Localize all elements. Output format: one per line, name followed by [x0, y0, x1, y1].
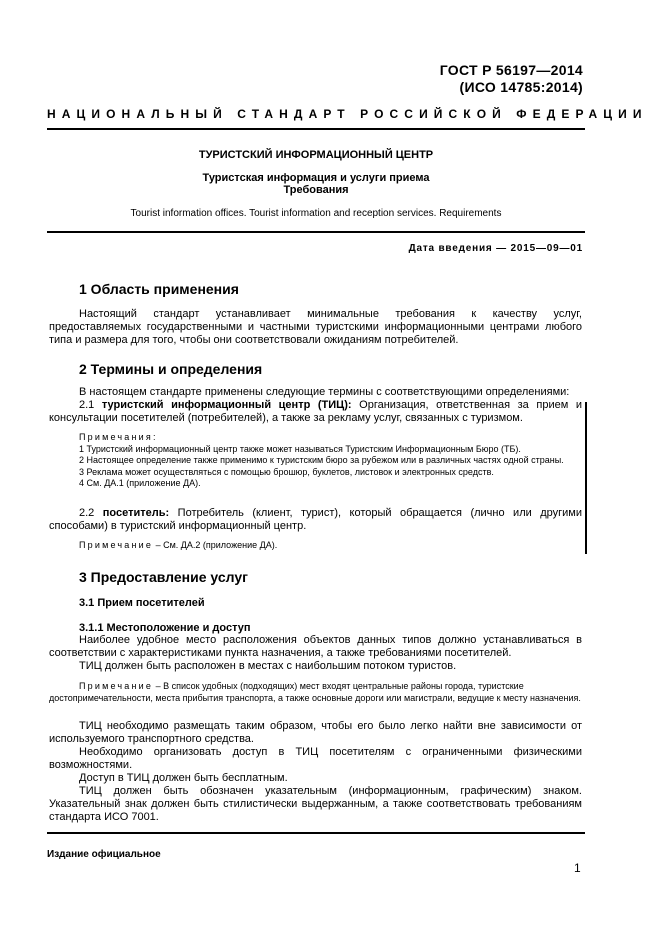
notes-label: Примечания:	[79, 432, 158, 442]
page-number: 1	[574, 861, 581, 875]
section-heading-2: 2 Термины и определения	[79, 361, 263, 377]
english-title: Tourist information offices. Tourist information and reception services. Requirements	[130, 208, 502, 219]
note-item: 1 Туристский информационный центр также может называться Туристским Информационным Бюро (ТБ).	[79, 443, 521, 454]
section-3-paragraphs-b	[49, 720, 582, 824]
note-3-1-1	[49, 681, 582, 704]
note-item: 4 См. ДА.1 (приложение ДА).	[79, 478, 201, 488]
term-definition	[49, 399, 582, 425]
paragraph: Доступ в ТИЦ должен быть бесплатным.	[79, 772, 288, 784]
term-2-1	[49, 399, 582, 425]
note-2-2	[49, 540, 582, 552]
paragraph: В настоящем стандарте применены следующие термины с соответствующими определениями:	[79, 386, 570, 398]
document-subtitle: Туристская информация и услуги приема	[202, 172, 430, 184]
section-2-intro	[49, 386, 582, 399]
term-name: посетитель:	[102, 507, 170, 519]
paragraph: ТИЦ должен быть расположен в местах с наибольшим потоком туристов.	[79, 660, 457, 672]
standard-number: ГОСТ Р 56197—2014	[439, 62, 583, 78]
term-text: Потребитель (клиент, турист), который обращается (лично или другими способами) в туристский информационный центр.	[49, 507, 583, 532]
paragraph: ТИЦ должен быть обозначен указательным (информационным, графическим) знаком. Указательный знак должен быть стилистически выдержанным, а также соответствовать требованиям стандарта ИСО 7001.	[49, 785, 582, 823]
paragraph: Настоящий стандарт устанавливает минимальные требования к качеству услуг, предоставляемых государственными и частными туристскими информационными центрами любого типа и размера для того, чтобы они соответствовали ожиданиям потребителей.	[49, 308, 582, 346]
subsection-heading-3-1-1: 3.1.1 Местоположение и доступ	[79, 622, 251, 634]
term-text: Организация, ответственная за прием и консультации посетителей (потребителей), а также за рекламу услуг, связанных с туризмом.	[49, 399, 582, 424]
paragraph: ТИЦ необходимо размещать таким образом, чтобы его было легко найти вне зависимости от используемого транспортного средства.	[49, 720, 582, 745]
note-item: 3 Реклама может осуществляться с помощью брошюр, буклетов, листовок и электронных средств.	[79, 466, 494, 477]
paragraph: Наиболее удобное место расположения объектов данных типов должно устанавливаться в соответствии с характеристиками пункта назначения, а также требованиями посетителей.	[49, 634, 582, 659]
document-title: ТУРИСТСКИЙ ИНФОРМАЦИОННЫЙ ЦЕНТР	[198, 149, 434, 161]
document-subtitle-requirements: Требования	[283, 184, 349, 196]
term-2-2	[49, 507, 582, 533]
note-label: Примечание	[79, 681, 154, 691]
note-item	[49, 681, 582, 704]
note-text: – В список удобных (подходящих) мест входят центральные районы города, туристские достопримечательности, места прибытия транспорта, а также основные дороги или магистрали, ведущие к месту назначения.	[49, 681, 581, 703]
section-1-text	[49, 308, 582, 347]
term-name: туристский информационный центр (ТИЦ):	[101, 399, 352, 411]
national-standard-banner: НАЦИОНАЛЬНЫЙ СТАНДАРТ РОССИЙСКОЙ ФЕДЕРАЦИИ	[47, 107, 648, 121]
section-heading-1: 1 Область применения	[79, 281, 239, 297]
subsection-heading-3-1: 3.1 Прием посетителей	[79, 597, 205, 609]
revision-bar	[585, 402, 587, 554]
introduction-date: Дата введения — 2015—09—01	[408, 243, 583, 254]
note-label: Примечание	[79, 540, 154, 550]
paragraph: Необходимо организовать доступ в ТИЦ посетителям с ограниченными физическими возможностями.	[49, 746, 582, 771]
official-edition-label: Издание официальное	[47, 849, 161, 860]
middle-rule	[47, 231, 585, 233]
bottom-rule	[47, 832, 585, 834]
notes-block	[49, 432, 582, 490]
section-3-paragraphs-a	[49, 634, 582, 673]
note-text: – См. ДА.2 (приложение ДА).	[155, 540, 278, 550]
term-definition	[49, 507, 582, 533]
note-item	[49, 540, 582, 552]
term-number: 2.1	[79, 399, 95, 411]
top-rule	[47, 128, 585, 130]
term-number: 2.2	[79, 507, 95, 519]
iso-number: (ИСО 14785:2014)	[459, 79, 583, 95]
section-heading-3: 3 Предоставление услуг	[79, 569, 248, 585]
note-item: 2 Настоящее определение также применимо к туристским бюро за рубежом или в различных частях одной страны.	[79, 455, 564, 465]
